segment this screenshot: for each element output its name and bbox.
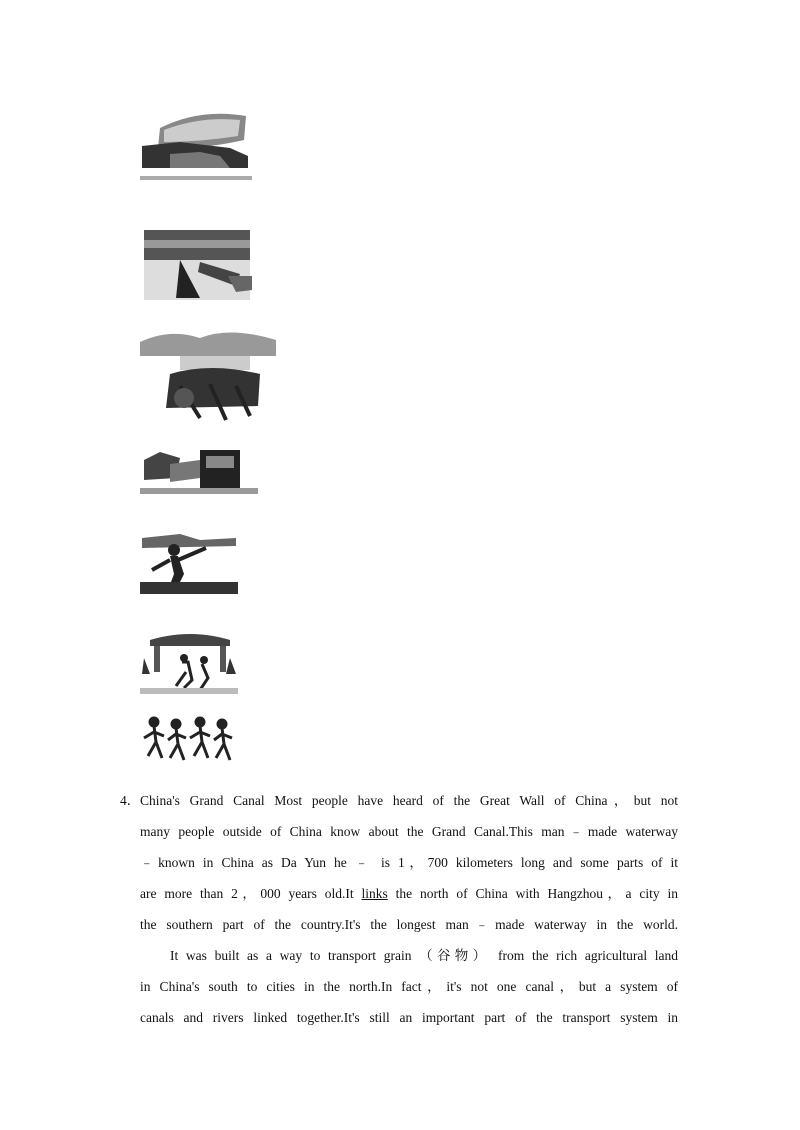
passage-line: the southern part of the country.It's the longest man﹣made waterway in the world. xyxy=(140,917,678,932)
passage-line: canals and rivers linked together.It's still an important part of the transport system in xyxy=(140,1010,678,1025)
passage-line: ﹣known in China as Da Yun he ﹣ is 1，700 kilometers long and some parts of it xyxy=(140,855,678,870)
runners-temple-picture xyxy=(140,628,238,696)
cart-picture xyxy=(140,438,258,498)
passage-text: the north of China with Hangzhou，a city in xyxy=(387,886,678,901)
passage-line: It was built as a way to transport grain （谷物） from the rich agricultural land xyxy=(170,948,678,963)
passage-line: China's Grand Canal Most people have heard of the Great Wall of China，but not xyxy=(140,793,678,808)
stadium-picture xyxy=(140,98,252,182)
athlete-throwing-picture xyxy=(140,530,238,596)
passage-line: in China's south to cities in the north.In fact，it's not one canal，but a system of xyxy=(140,979,678,994)
passage-text: are more than 2，000 years old.It xyxy=(140,886,362,901)
passage-line xyxy=(140,878,678,909)
underlined-word: links xyxy=(361,886,388,901)
passage-paragraph-2 xyxy=(140,940,678,1033)
question-number: 4． xyxy=(120,793,141,808)
runners-race-picture xyxy=(140,714,236,770)
chariot-picture xyxy=(140,326,280,424)
passage-paragraph-1 xyxy=(140,785,678,940)
passage-line: many people outside of China know about the Grand Canal.This man﹣made waterway xyxy=(140,824,678,839)
track-picture xyxy=(140,210,254,304)
